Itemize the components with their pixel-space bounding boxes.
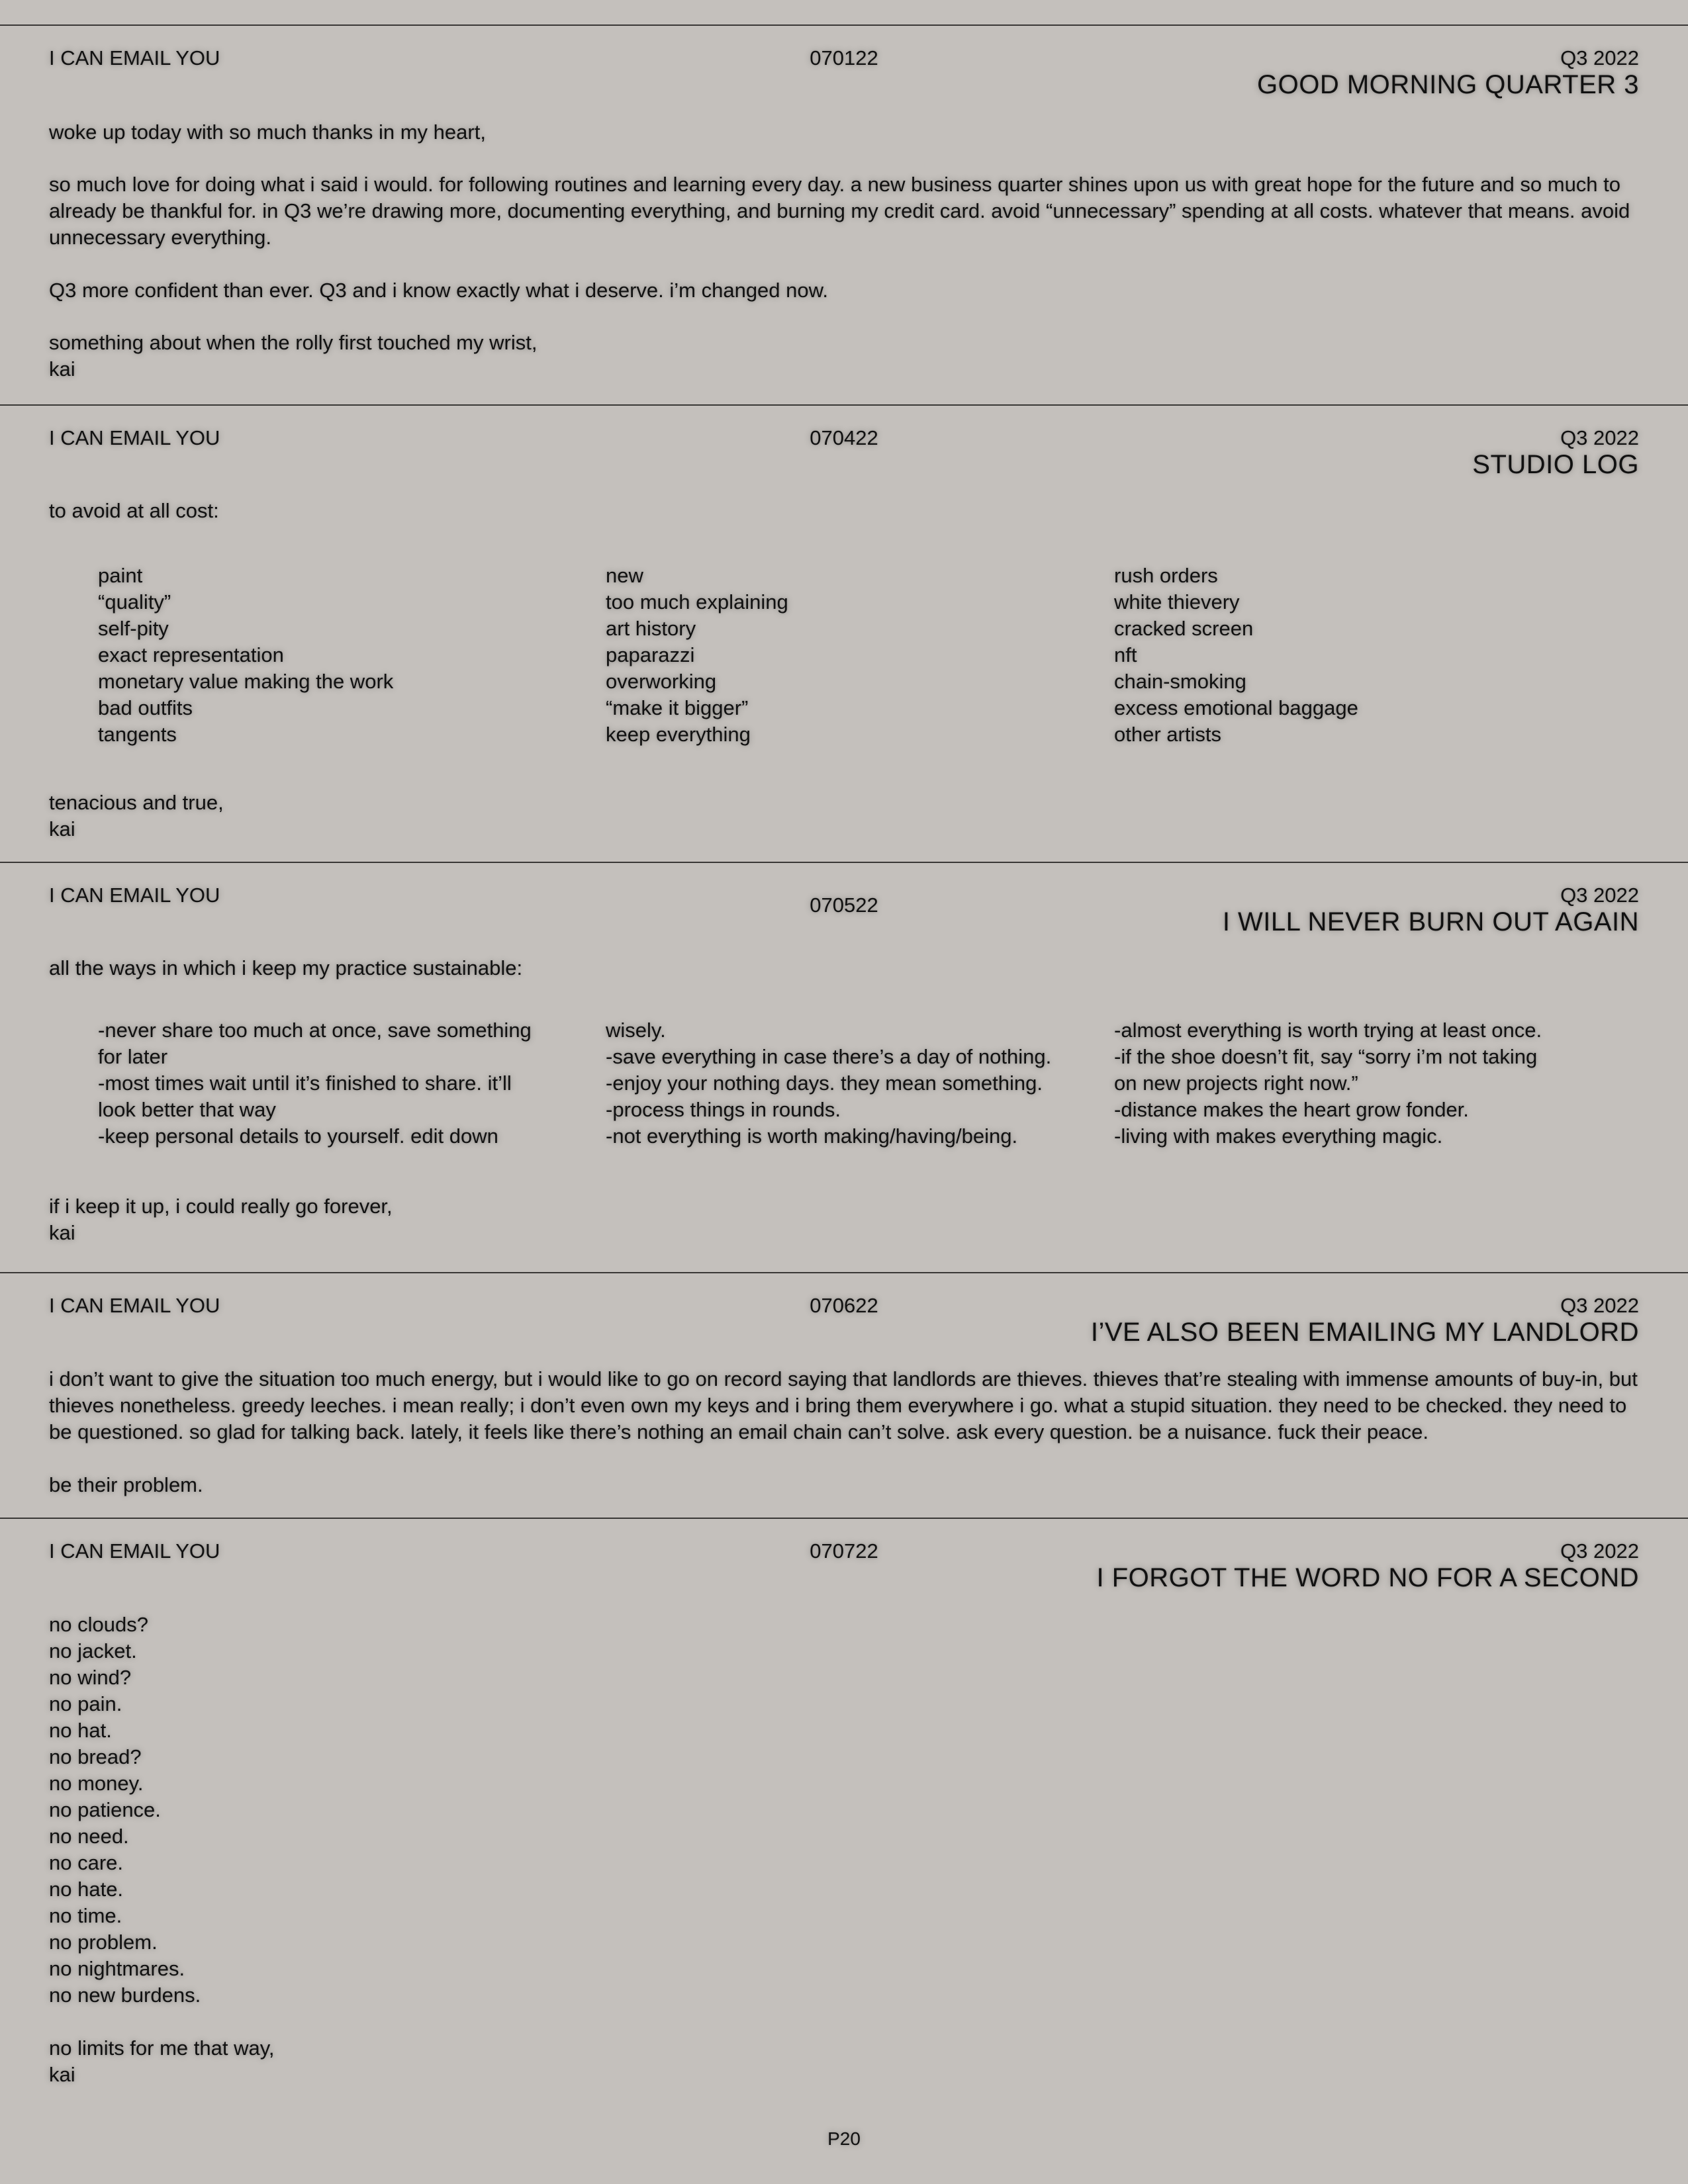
sustainable-list-column-1 <box>98 1017 532 1150</box>
list-line: no bread? <box>49 1745 142 1768</box>
list-line: no care. <box>49 1851 124 1874</box>
list-line: wisely. <box>606 1019 666 1042</box>
list-line: -most times wait until it’s finished to share. it’ll <box>98 1071 512 1095</box>
list-line: -keep personal details to yourself. edit down <box>98 1124 498 1148</box>
list-item: overworking <box>606 670 717 693</box>
list-item: excess emotional baggage <box>1114 696 1358 719</box>
list-line: no wind? <box>49 1666 132 1689</box>
entry-header-left: I CAN EMAIL YOU <box>49 1294 220 1317</box>
list-item: tangents <box>98 723 177 746</box>
entry-signoff: something about when the rolly first touched my wrist, <box>49 331 538 354</box>
list-item: exact representation <box>98 643 284 666</box>
list-item: cracked screen <box>1114 617 1254 640</box>
list-line: for later <box>98 1045 168 1068</box>
entry-signoff: no limits for me that way, <box>49 2036 275 2060</box>
list-item: rush orders <box>1114 564 1218 587</box>
list-line: no jacket. <box>49 1639 137 1662</box>
entry-quarter: Q3 2022 <box>1560 884 1639 907</box>
sustainable-list-column-3 <box>1114 1017 1542 1150</box>
list-line: -not everything is worth making/having/being. <box>606 1124 1018 1148</box>
entry-paragraph: i don’t want to give the situation too much energy, but i would like to go on record saying that landlords are thieves. thieves that’re stealing with immense amounts of buy-in, but thieves nonetheless. greedy leeches. i mean really; i don’t even own my keys and i bring them everywhere i go. what a stupid situation. they need to be checked. they need to be questioned. so glad for talking back. lately, it feels like there’s nothing an email chain can’t solve. ask every question. be a nuisance. fuck their peace. <box>49 1367 1638 1443</box>
entry-date-code: 070622 <box>810 1294 878 1317</box>
avoid-list-column-1 <box>98 563 393 748</box>
entry-signature: kai <box>49 817 75 841</box>
divider-2 <box>0 862 1688 863</box>
list-item: paint <box>98 564 143 587</box>
list-line: no pain. <box>49 1692 122 1715</box>
entry-signature: kai <box>49 357 75 381</box>
list-item: keep everything <box>606 723 751 746</box>
list-line: no hat. <box>49 1719 112 1742</box>
list-line: -if the shoe doesn’t fit, say “sorry i’m not taking <box>1114 1045 1538 1068</box>
list-line: no hate. <box>49 1878 124 1901</box>
list-line: no patience. <box>49 1798 161 1821</box>
entry-title: I FORGOT THE WORD NO FOR A SECOND <box>1096 1563 1639 1592</box>
entry-quarter: Q3 2022 <box>1560 46 1639 69</box>
list-line: -enjoy your nothing days. they mean something. <box>606 1071 1043 1095</box>
entry-date-code: 070422 <box>810 426 878 449</box>
entry-signoff: tenacious and true, <box>49 791 224 814</box>
entry-quarter: Q3 2022 <box>1560 426 1639 449</box>
list-item: paparazzi <box>606 643 695 666</box>
entry-title: I’VE ALSO BEEN EMAILING MY LANDLORD <box>1090 1318 1639 1347</box>
list-line: -save everything in case there’s a day of nothing. <box>606 1045 1052 1068</box>
list-line: no money. <box>49 1772 144 1795</box>
list-line: no clouds? <box>49 1613 148 1636</box>
list-line: no time. <box>49 1904 122 1927</box>
entry-signature: kai <box>49 1221 75 1244</box>
list-line: no problem. <box>49 1931 158 1954</box>
divider-top <box>0 24 1688 26</box>
entry-intro: to avoid at all cost: <box>49 499 219 522</box>
list-item: bad outfits <box>98 696 193 719</box>
list-item: new <box>606 564 643 587</box>
list-item: monetary value making the work <box>98 670 394 693</box>
entry-quarter: Q3 2022 <box>1560 1294 1639 1317</box>
list-line: look better that way <box>98 1098 276 1121</box>
entry-intro: all the ways in which i keep my practice sustainable: <box>49 956 523 979</box>
list-line: on new projects right now.” <box>1114 1071 1358 1095</box>
sustainable-list-column-2 <box>606 1017 1051 1150</box>
list-line: -never share too much at once, save something <box>98 1019 532 1042</box>
list-item: “make it bigger” <box>606 696 749 719</box>
list-line: no new burdens. <box>49 1983 201 2007</box>
page-number: P20 <box>827 2128 861 2149</box>
list-item: “quality” <box>98 590 171 614</box>
entry-signature: kai <box>49 2063 75 2086</box>
entry-paragraph: Q3 more confident than ever. Q3 and i know exactly what i deserve. i’m changed now. <box>49 279 828 302</box>
list-line: -process things in rounds. <box>606 1098 841 1121</box>
divider-4 <box>0 1518 1688 1519</box>
entry-date-code: 070522 <box>810 893 878 917</box>
list-line: no nightmares. <box>49 1957 185 1980</box>
avoid-list-column-2 <box>606 563 788 748</box>
no-list <box>49 1612 201 2009</box>
divider-1 <box>0 404 1688 406</box>
entry-date-code: 070122 <box>810 46 878 69</box>
entry-header-left: I CAN EMAIL YOU <box>49 46 220 69</box>
entry-title: I WILL NEVER BURN OUT AGAIN <box>1222 907 1639 936</box>
list-item: other artists <box>1114 723 1221 746</box>
list-item: too much explaining <box>606 590 788 614</box>
list-item: art history <box>606 617 696 640</box>
list-line: -almost everything is worth trying at least once. <box>1114 1019 1542 1042</box>
entry-header-left: I CAN EMAIL YOU <box>49 426 220 449</box>
entry-quarter: Q3 2022 <box>1560 1539 1639 1563</box>
entry-signoff: if i keep it up, i could really go forever, <box>49 1195 393 1218</box>
entry-paragraph: so much love for doing what i said i would. for following routines and learning every day. a new business quarter shines upon us with great hope for the future and so much to already be thankful for. in Q3 we’re drawing more, documenting everything, and burning my credit card. avoid “unnecessary” spending at all costs. whatever that means. avoid unnecessary everything. <box>49 173 1630 249</box>
list-item: self-pity <box>98 617 169 640</box>
entry-header-left: I CAN EMAIL YOU <box>49 1539 220 1563</box>
entry-title: STUDIO LOG <box>1472 450 1639 479</box>
list-item: white thievery <box>1114 590 1240 614</box>
avoid-list-column-3 <box>1114 563 1358 748</box>
list-item: chain-smoking <box>1114 670 1246 693</box>
list-line: -distance makes the heart grow fonder. <box>1114 1098 1469 1121</box>
divider-3 <box>0 1272 1688 1273</box>
list-line: -living with makes everything magic. <box>1114 1124 1443 1148</box>
entry-date-code: 070722 <box>810 1539 878 1563</box>
entry-paragraph: woke up today with so much thanks in my heart, <box>49 120 486 144</box>
list-line: no need. <box>49 1825 129 1848</box>
list-item: nft <box>1114 643 1137 666</box>
entry-paragraph: be their problem. <box>49 1473 203 1496</box>
entry-title: GOOD MORNING QUARTER 3 <box>1257 70 1639 99</box>
entry-header-left: I CAN EMAIL YOU <box>49 884 220 907</box>
